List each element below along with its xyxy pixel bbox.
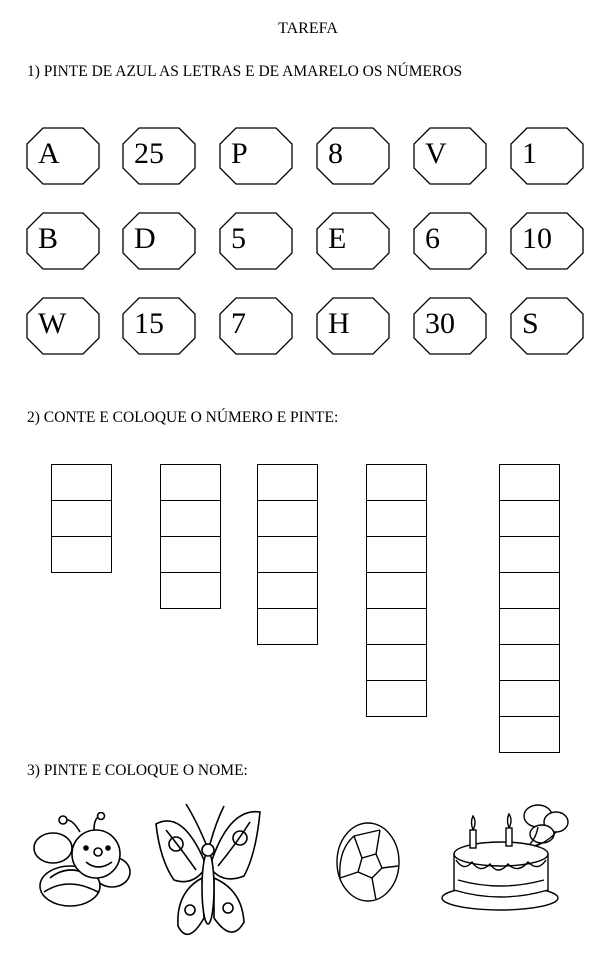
octagon-label: 8 (328, 137, 343, 170)
octagon-cell (510, 297, 584, 355)
octagon-label: 1 (522, 137, 537, 170)
octagon-cell (219, 127, 293, 185)
count-box[interactable] (366, 500, 427, 536)
question-1-instruction: 1) PINTE DE AZUL AS LETRAS E DE AMARELO OS NÚMEROS (27, 63, 463, 80)
count-box[interactable] (499, 572, 560, 608)
count-box[interactable] (366, 680, 427, 717)
counting-column (160, 464, 221, 609)
octagon-cell (413, 297, 487, 355)
count-box[interactable] (257, 536, 318, 572)
octagon-label: E (328, 222, 347, 255)
counting-column (499, 464, 560, 753)
count-box[interactable] (51, 500, 112, 536)
count-box[interactable] (257, 608, 318, 645)
octagon-cell (26, 212, 100, 270)
count-box[interactable] (499, 464, 560, 500)
octagon-label: 30 (425, 307, 455, 340)
count-box[interactable] (160, 464, 221, 500)
octagon-cell (510, 127, 584, 185)
count-box[interactable] (51, 536, 112, 573)
count-box[interactable] (499, 716, 560, 753)
octagon-cell (122, 297, 196, 355)
counting-column (51, 464, 112, 573)
count-box[interactable] (499, 680, 560, 716)
octagon-label: 6 (425, 222, 440, 255)
octagon-cell (122, 212, 196, 270)
count-box[interactable] (160, 572, 221, 609)
octagon-cell (510, 212, 584, 270)
octagon-label: D (134, 222, 156, 255)
count-box[interactable] (160, 500, 221, 536)
octagon-label: P (231, 137, 248, 170)
question-3-instruction: 3) PINTE E COLOQUE O NOME: (27, 762, 248, 779)
count-box[interactable] (499, 500, 560, 536)
butterfly-drawing (152, 800, 264, 950)
count-box[interactable] (257, 572, 318, 608)
octagon-cell (219, 297, 293, 355)
count-box[interactable] (160, 536, 221, 572)
octagon-cell (26, 297, 100, 355)
octagon-label: 10 (522, 222, 552, 255)
count-box[interactable] (366, 608, 427, 644)
bee-drawing (28, 812, 134, 908)
octagon-cell (219, 212, 293, 270)
question-2-instruction: 2) CONTE E COLOQUE O NÚMERO E PINTE: (27, 409, 339, 426)
octagon-label: A (38, 137, 60, 170)
octagon-label: 7 (231, 307, 246, 340)
ball-drawing (334, 820, 402, 904)
count-box[interactable] (366, 572, 427, 608)
count-box[interactable] (366, 644, 427, 680)
octagon-label: B (38, 222, 59, 255)
count-box[interactable] (499, 608, 560, 644)
octagon-label: S (522, 307, 539, 340)
count-box[interactable] (51, 464, 112, 500)
octagon-label: 5 (231, 222, 246, 255)
octagon-cell (316, 212, 390, 270)
octagon-cell (26, 127, 100, 185)
octagon-cell (316, 297, 390, 355)
octagon-label: 15 (134, 307, 164, 340)
octagon-cell (413, 212, 487, 270)
octagon-cell (316, 127, 390, 185)
octagon-label: H (328, 307, 350, 340)
count-box[interactable] (366, 536, 427, 572)
page-title: TAREFA (278, 20, 338, 37)
count-box[interactable] (366, 464, 427, 500)
octagon-cell (413, 127, 487, 185)
octagon-label: W (38, 307, 67, 340)
count-box[interactable] (257, 464, 318, 500)
octagon-cell (122, 127, 196, 185)
count-box[interactable] (257, 500, 318, 536)
count-box[interactable] (499, 644, 560, 680)
counting-column (366, 464, 427, 717)
counting-column (257, 464, 318, 645)
octagon-label: 25 (134, 137, 164, 170)
count-box[interactable] (499, 536, 560, 572)
birthday-cake-drawing (440, 800, 580, 915)
octagon-label: V (425, 137, 447, 170)
